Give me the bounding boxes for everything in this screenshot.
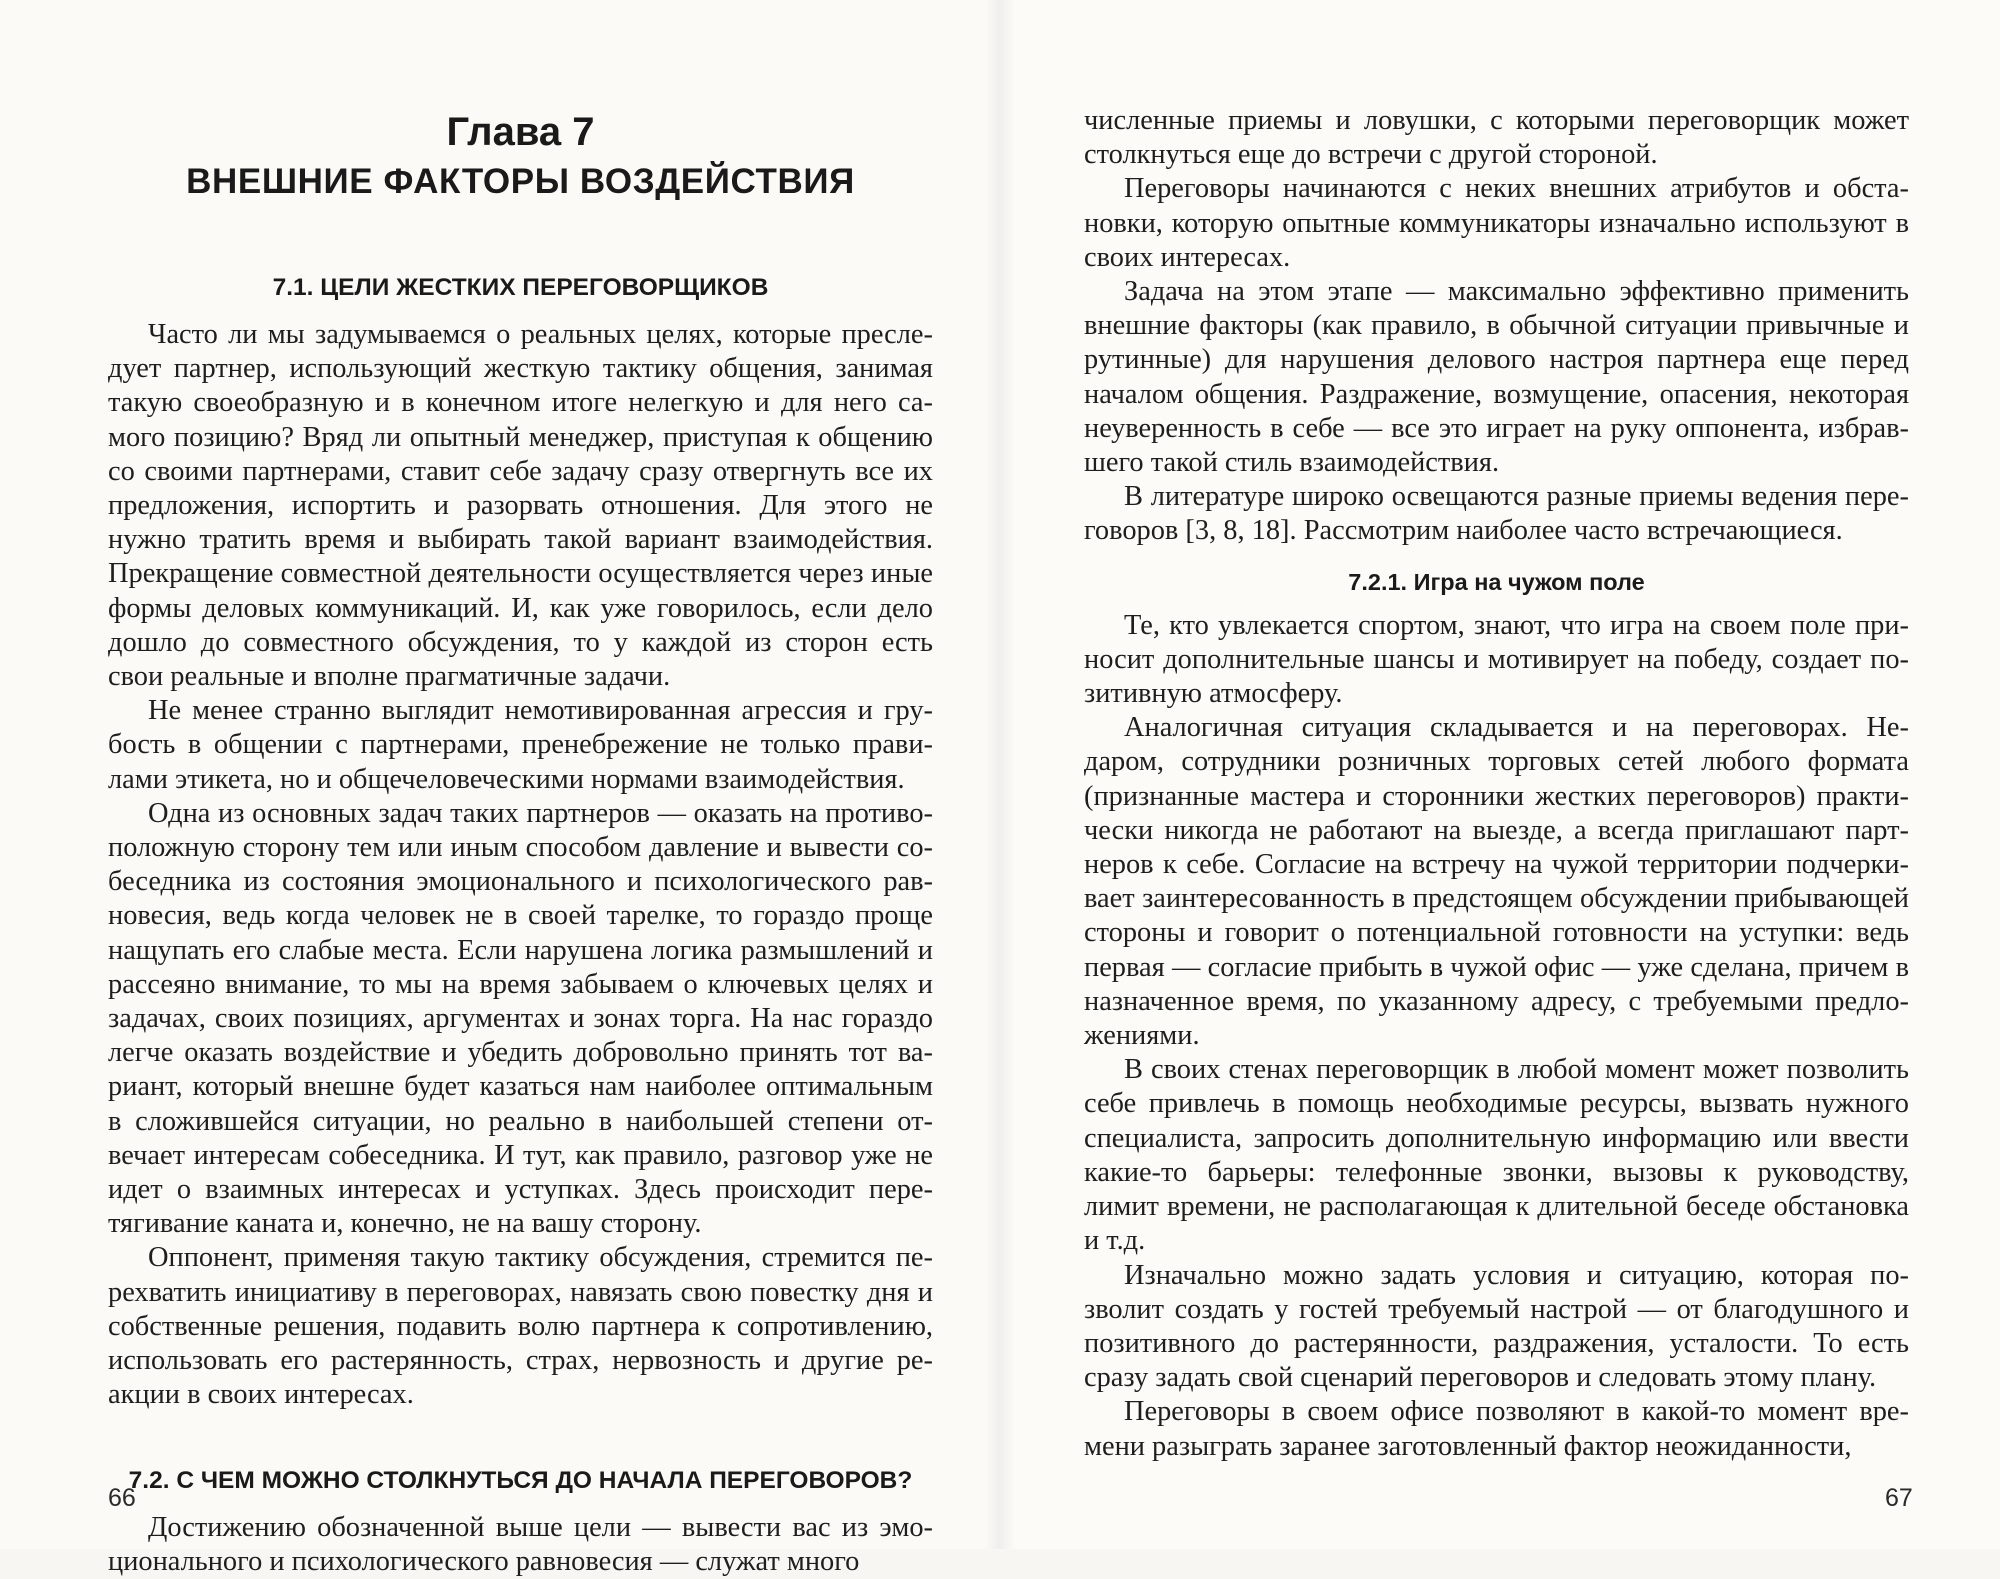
paragraph: В литературе широко освещаются разные приемы ведения переговоров [3, 8, 18]. Рассмотрим наиболее часто встречающиеся. — [1084, 481, 1909, 547]
paragraph: Одна из основных задач таких партнеров — оказать на противоположную сторону тем или иным способом давление и вывести собеседника из состояния эмоционального и психологического равновесия, ведь когда человек не в своей тарелке, то гораздо проще нащупать его слабые места. Если нарушена логика размышлений и рассеяно внимание, то мы на время забываем о ключевых целях и задачах, своих позициях, аргументах и зонах торга. На нас гораздо легче оказать воздействие и убедить добровольно принять тот вариант, который внешне будет казаться нам наиболее оптимальным в сложившейся ситуации, но реально в наибольшей степени отвечает интересам собеседника. И тут, как правило, разговор уже не идет о взаимных интересах и уступках. Здесь происходит перетягивание каната и, конечно, не на вашу сторону. — [108, 797, 933, 1240]
paragraph: Те, кто увлекается спортом, знают, что игра на своем поле приносит дополнительные шансы и мотивирует на победу, создает позитивную атмосферу. — [1084, 609, 1909, 710]
book-gutter — [985, 0, 1015, 1549]
section-heading-7-2: 7.2. С ЧЕМ МОЖНО СТОЛКНУТЬСЯ ДО НАЧАЛА ПЕРЕГОВОРОВ? — [128, 1466, 913, 1494]
paragraph: В своих стенах переговорщик в любой момент может позволить себе привлечь в помощь необходимые ресурсы, вызвать нужного специалиста, запросить дополнительную информацию или ввести какие-то барьеры: телефонные звонки, вызовы к руководству, лимит времени, не располагающая к длительной беседе обстановка и т.д. — [1084, 1054, 1909, 1257]
paragraph: Аналогичная ситуация складывается и на переговорах. Недаром, сотрудники розничных торговых сетей любого формата (признанные мастера и сторонники жестких переговоров) практически никогда не работают на выезде, а всегда приглашают партнеров к себе. Согласие на встречу на чужой территории подчеркивает заинтересованность в предстоящем обсуждении прибывающей стороны и говорит о потенциальной готовности на уступки: ведь первая — согласие прибыть в чужой офис — уже сделана, причем в назначенное время, по указанному адресу, с требуемыми предложениями. — [1084, 712, 1909, 1052]
chapter-label: Глава 7 — [446, 110, 595, 154]
page-number-right: 67 — [1885, 1484, 1913, 1512]
chapter-title: ВНЕШНИЕ ФАКТОРЫ ВОЗДЕЙСТВИЯ — [186, 162, 855, 201]
paragraph: Переговоры начинаются с неких внешних атрибутов и обстановки, которую опытные коммуникаторы изначально используют в своих интересах. — [1084, 173, 1909, 273]
right-page — [1000, 0, 2000, 1549]
paragraph: Достижению обозначенной выше цели — вывести вас из эмоционального и психологического равновесия — служат много — [108, 1511, 933, 1577]
left-page-text — [108, 106, 933, 1579]
subsection-heading-7-2-1: 7.2.1. Игра на чужом поле — [1348, 568, 1645, 595]
paragraph: Часто ли мы задумываемся о реальных целях, которые преследует партнер, использующий жесткую тактику общения, занимая такую своеобразную и в конечном итоге нелегкую и для него самого позицию? Вряд ли опытный менеджер, приступая к общению со своими партнерами, ставит себе задачу сразу отвергнуть все их предложения, испортить и разорвать отношения. Для этого не нужно тратить время и выбирать такой вариант взаимодействия. Прекращение совместной деятельности осуществляется через иные формы деловых коммуникаций. И, как уже говорилось, если дело дошло до совместного обсуждения, то у каждой из сторон есть свои реальные и вполне прагматичные задачи. — [108, 319, 933, 693]
page-number-left: 66 — [108, 1484, 136, 1512]
paragraph: Задача на этом этапе — максимально эффективно применить внешние факторы (как правило, в обычной ситуации привычные и рутинные) для нарушения делового настроя партнера еще перед началом общения. Раздражение, возмущение, опасения, некоторая неуверенность в себе — все это играет на руку оппонента, избравшего такой стиль взаимодействия. — [1084, 276, 1909, 479]
paragraph: Оппонент, применяя такую тактику обсуждения, стремится перехватить инициативу в переговорах, навязать свою повестку дня и собственные решения, подавить волю партнера к сопротивлению, использовать его растерянность, страх, нервозность и другие реакции в своих интересах. — [108, 1242, 933, 1411]
paragraph-continuation: численные приемы и ловушки, с которыми переговорщик может столкнуться еще до встречи с другой стороной. — [1084, 105, 1909, 171]
paragraph: Изначально можно задать условия и ситуацию, которая позволит создать у гостей требуемый настрой — от благодушного и позитивного до растерянности, раздражения, усталости. То есть сразу задать свой сценарий переговоров и следовать этому плану. — [1084, 1259, 1909, 1394]
paragraph: Переговоры в своем офисе позволяют в какой-то момент времени разыграть заранее заготовленный фактор неожиданности, — [1084, 1396, 1909, 1462]
right-page-text — [1084, 104, 1909, 1464]
section-heading-7-1: 7.1. ЦЕЛИ ЖЕСТКИХ ПЕРЕГОВОРЩИКОВ — [272, 274, 769, 301]
paragraph: Не менее странно выглядит немотивированная агрессия и грубость в общении с партнерами, пренебрежение не только правилами этикета, но и общечеловеческими нормами взаимодействия. — [108, 695, 933, 795]
left-page — [0, 0, 1000, 1577]
